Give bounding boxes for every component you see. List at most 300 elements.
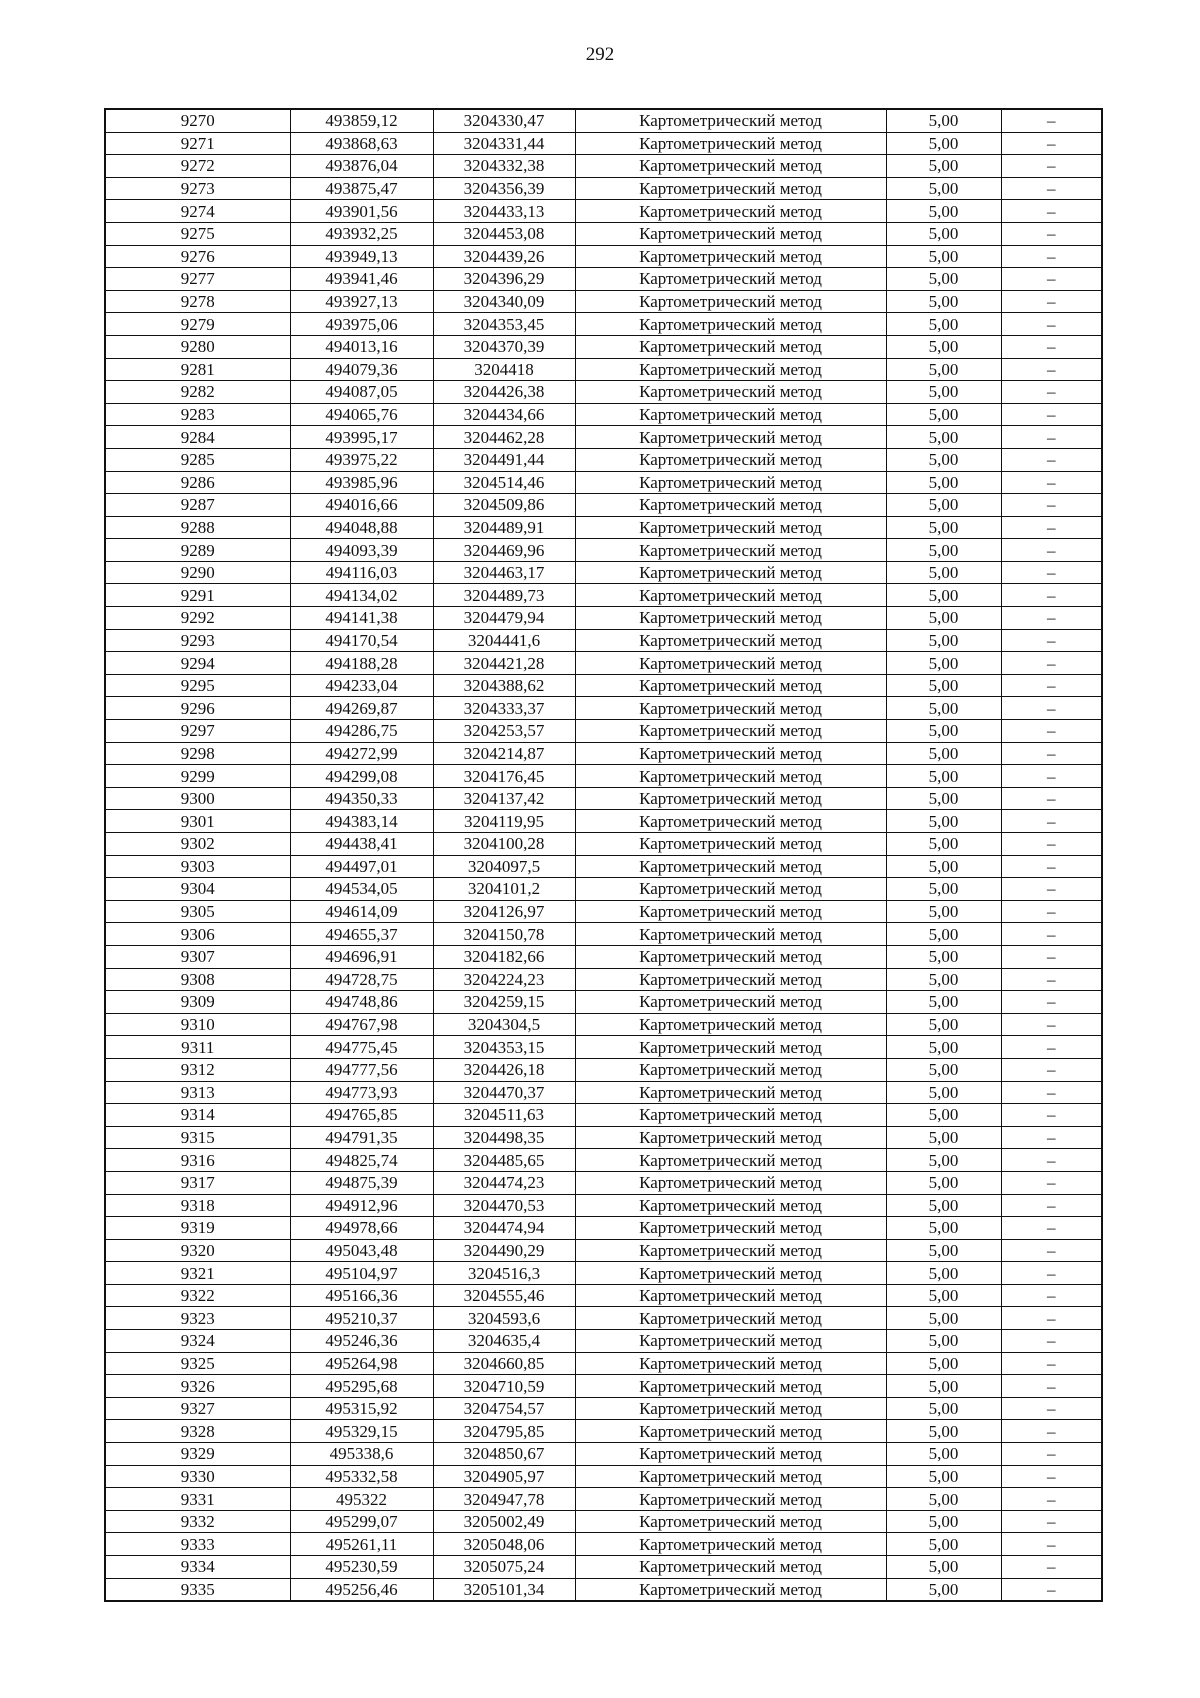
note-cell: – bbox=[1001, 674, 1102, 697]
note-cell: – bbox=[1001, 1217, 1102, 1240]
y-coordinate-cell: 3204479,94 bbox=[433, 607, 575, 630]
point-number-cell: 9274 bbox=[105, 200, 290, 223]
method-cell: Картометрический метод bbox=[575, 1352, 886, 1375]
method-cell: Картометрический метод bbox=[575, 403, 886, 426]
accuracy-cell: 5,00 bbox=[886, 1262, 1001, 1285]
accuracy-cell: 5,00 bbox=[886, 222, 1001, 245]
point-number-cell: 9323 bbox=[105, 1307, 290, 1330]
x-coordinate-cell: 493985,96 bbox=[290, 471, 433, 494]
method-cell: Картометрический метод bbox=[575, 833, 886, 856]
note-cell: – bbox=[1001, 313, 1102, 336]
x-coordinate-cell: 495329,15 bbox=[290, 1420, 433, 1443]
y-coordinate-cell: 3204491,44 bbox=[433, 448, 575, 471]
table-row bbox=[105, 132, 1102, 155]
x-coordinate-cell: 494079,36 bbox=[290, 358, 433, 381]
table-row bbox=[105, 1262, 1102, 1285]
note-cell: – bbox=[1001, 629, 1102, 652]
x-coordinate-cell: 494016,66 bbox=[290, 494, 433, 517]
x-coordinate-cell: 493941,46 bbox=[290, 268, 433, 291]
y-coordinate-cell: 3204470,37 bbox=[433, 1081, 575, 1104]
x-coordinate-cell: 494748,86 bbox=[290, 991, 433, 1014]
x-coordinate-cell: 494116,03 bbox=[290, 561, 433, 584]
table-row bbox=[105, 313, 1102, 336]
page-number: 292 bbox=[585, 44, 615, 65]
accuracy-cell: 5,00 bbox=[886, 1330, 1001, 1353]
note-cell: – bbox=[1001, 968, 1102, 991]
table-row bbox=[105, 1488, 1102, 1511]
point-number-cell: 9307 bbox=[105, 945, 290, 968]
note-cell: – bbox=[1001, 1330, 1102, 1353]
accuracy-cell: 5,00 bbox=[886, 629, 1001, 652]
note-cell: – bbox=[1001, 494, 1102, 517]
point-number-cell: 9278 bbox=[105, 290, 290, 313]
y-coordinate-cell: 3204469,96 bbox=[433, 539, 575, 562]
point-number-cell: 9319 bbox=[105, 1217, 290, 1240]
x-coordinate-cell: 495264,98 bbox=[290, 1352, 433, 1375]
x-coordinate-cell: 495256,46 bbox=[290, 1578, 433, 1601]
x-coordinate-cell: 494383,14 bbox=[290, 810, 433, 833]
note-cell: – bbox=[1001, 561, 1102, 584]
table-row bbox=[105, 1420, 1102, 1443]
table-row bbox=[105, 833, 1102, 856]
table-row bbox=[105, 1149, 1102, 1172]
method-cell: Картометрический метод bbox=[575, 923, 886, 946]
method-cell: Картометрический метод bbox=[575, 313, 886, 336]
method-cell: Картометрический метод bbox=[575, 177, 886, 200]
table-row bbox=[105, 900, 1102, 923]
point-number-cell: 9293 bbox=[105, 629, 290, 652]
point-number-cell: 9322 bbox=[105, 1284, 290, 1307]
point-number-cell: 9286 bbox=[105, 471, 290, 494]
accuracy-cell: 5,00 bbox=[886, 516, 1001, 539]
accuracy-cell: 5,00 bbox=[886, 991, 1001, 1014]
x-coordinate-cell: 494134,02 bbox=[290, 584, 433, 607]
note-cell: – bbox=[1001, 1465, 1102, 1488]
note-cell: – bbox=[1001, 516, 1102, 539]
note-cell: – bbox=[1001, 1126, 1102, 1149]
method-cell: Картометрический метод bbox=[575, 494, 886, 517]
method-cell: Картометрический метод bbox=[575, 335, 886, 358]
y-coordinate-cell: 3205101,34 bbox=[433, 1578, 575, 1601]
point-number-cell: 9332 bbox=[105, 1510, 290, 1533]
x-coordinate-cell: 494065,76 bbox=[290, 403, 433, 426]
y-coordinate-cell: 3204850,67 bbox=[433, 1443, 575, 1466]
method-cell: Картометрический метод bbox=[575, 245, 886, 268]
x-coordinate-cell: 494655,37 bbox=[290, 923, 433, 946]
y-coordinate-cell: 3204304,5 bbox=[433, 1013, 575, 1036]
table-row bbox=[105, 471, 1102, 494]
method-cell: Картометрический метод bbox=[575, 674, 886, 697]
y-coordinate-cell: 3204947,78 bbox=[433, 1488, 575, 1511]
point-number-cell: 9271 bbox=[105, 132, 290, 155]
y-coordinate-cell: 3204396,29 bbox=[433, 268, 575, 291]
point-number-cell: 9299 bbox=[105, 765, 290, 788]
y-coordinate-cell: 3204463,17 bbox=[433, 561, 575, 584]
note-cell: – bbox=[1001, 290, 1102, 313]
x-coordinate-cell: 494728,75 bbox=[290, 968, 433, 991]
accuracy-cell: 5,00 bbox=[886, 923, 1001, 946]
accuracy-cell: 5,00 bbox=[886, 742, 1001, 765]
table-row bbox=[105, 1352, 1102, 1375]
point-number-cell: 9333 bbox=[105, 1533, 290, 1556]
accuracy-cell: 5,00 bbox=[886, 878, 1001, 901]
x-coordinate-cell: 494614,09 bbox=[290, 900, 433, 923]
point-number-cell: 9275 bbox=[105, 222, 290, 245]
method-cell: Картометрический метод bbox=[575, 1171, 886, 1194]
x-coordinate-cell: 493876,04 bbox=[290, 155, 433, 178]
x-coordinate-cell: 495261,11 bbox=[290, 1533, 433, 1556]
y-coordinate-cell: 3204905,97 bbox=[433, 1465, 575, 1488]
y-coordinate-cell: 3204353,15 bbox=[433, 1036, 575, 1059]
point-number-cell: 9276 bbox=[105, 245, 290, 268]
x-coordinate-cell: 494438,41 bbox=[290, 833, 433, 856]
accuracy-cell: 5,00 bbox=[886, 1126, 1001, 1149]
y-coordinate-cell: 3204388,62 bbox=[433, 674, 575, 697]
x-coordinate-cell: 495210,37 bbox=[290, 1307, 433, 1330]
accuracy-cell: 5,00 bbox=[886, 1217, 1001, 1240]
x-coordinate-cell: 493975,22 bbox=[290, 448, 433, 471]
point-number-cell: 9317 bbox=[105, 1171, 290, 1194]
point-number-cell: 9280 bbox=[105, 335, 290, 358]
table-row bbox=[105, 539, 1102, 562]
table-row bbox=[105, 1578, 1102, 1601]
point-number-cell: 9325 bbox=[105, 1352, 290, 1375]
point-number-cell: 9314 bbox=[105, 1104, 290, 1127]
method-cell: Картометрический метод bbox=[575, 1307, 886, 1330]
x-coordinate-cell: 494775,45 bbox=[290, 1036, 433, 1059]
x-coordinate-cell: 493975,06 bbox=[290, 313, 433, 336]
note-cell: – bbox=[1001, 1578, 1102, 1601]
accuracy-cell: 5,00 bbox=[886, 403, 1001, 426]
note-cell: – bbox=[1001, 584, 1102, 607]
point-number-cell: 9321 bbox=[105, 1262, 290, 1285]
point-number-cell: 9316 bbox=[105, 1149, 290, 1172]
y-coordinate-cell: 3204489,73 bbox=[433, 584, 575, 607]
method-cell: Картометрический метод bbox=[575, 855, 886, 878]
accuracy-cell: 5,00 bbox=[886, 968, 1001, 991]
point-number-cell: 9313 bbox=[105, 1081, 290, 1104]
accuracy-cell: 5,00 bbox=[886, 268, 1001, 291]
note-cell: – bbox=[1001, 1556, 1102, 1579]
point-number-cell: 9318 bbox=[105, 1194, 290, 1217]
table-row bbox=[105, 1397, 1102, 1420]
accuracy-cell: 5,00 bbox=[886, 810, 1001, 833]
table-row bbox=[105, 765, 1102, 788]
y-coordinate-cell: 3204097,5 bbox=[433, 855, 575, 878]
note-cell: – bbox=[1001, 810, 1102, 833]
method-cell: Картометрический метод bbox=[575, 787, 886, 810]
y-coordinate-cell: 3204498,35 bbox=[433, 1126, 575, 1149]
table-row bbox=[105, 1171, 1102, 1194]
note-cell: – bbox=[1001, 1262, 1102, 1285]
method-cell: Картометрический метод bbox=[575, 1443, 886, 1466]
table-row bbox=[105, 335, 1102, 358]
point-number-cell: 9273 bbox=[105, 177, 290, 200]
y-coordinate-cell: 3204470,53 bbox=[433, 1194, 575, 1217]
note-cell: – bbox=[1001, 1510, 1102, 1533]
y-coordinate-cell: 3204330,47 bbox=[433, 109, 575, 132]
x-coordinate-cell: 493875,47 bbox=[290, 177, 433, 200]
x-coordinate-cell: 494777,56 bbox=[290, 1058, 433, 1081]
note-cell: – bbox=[1001, 471, 1102, 494]
point-number-cell: 9331 bbox=[105, 1488, 290, 1511]
table-row bbox=[105, 1533, 1102, 1556]
note-cell: – bbox=[1001, 381, 1102, 404]
coordinates-table-body bbox=[105, 109, 1102, 1601]
accuracy-cell: 5,00 bbox=[886, 177, 1001, 200]
table-row bbox=[105, 1465, 1102, 1488]
y-coordinate-cell: 3204182,66 bbox=[433, 945, 575, 968]
y-coordinate-cell: 3204433,13 bbox=[433, 200, 575, 223]
point-number-cell: 9281 bbox=[105, 358, 290, 381]
y-coordinate-cell: 3204710,59 bbox=[433, 1375, 575, 1398]
note-cell: – bbox=[1001, 1036, 1102, 1059]
table-row bbox=[105, 697, 1102, 720]
accuracy-cell: 5,00 bbox=[886, 245, 1001, 268]
table-row bbox=[105, 1058, 1102, 1081]
method-cell: Картометрический метод bbox=[575, 1058, 886, 1081]
table-row bbox=[105, 652, 1102, 675]
x-coordinate-cell: 494272,99 bbox=[290, 742, 433, 765]
method-cell: Картометрический метод bbox=[575, 652, 886, 675]
accuracy-cell: 5,00 bbox=[886, 787, 1001, 810]
x-coordinate-cell: 495322 bbox=[290, 1488, 433, 1511]
method-cell: Картометрический метод bbox=[575, 1104, 886, 1127]
x-coordinate-cell: 494696,91 bbox=[290, 945, 433, 968]
y-coordinate-cell: 3204462,28 bbox=[433, 426, 575, 449]
method-cell: Картометрический метод bbox=[575, 1330, 886, 1353]
point-number-cell: 9300 bbox=[105, 787, 290, 810]
accuracy-cell: 5,00 bbox=[886, 900, 1001, 923]
accuracy-cell: 5,00 bbox=[886, 1081, 1001, 1104]
point-number-cell: 9335 bbox=[105, 1578, 290, 1601]
point-number-cell: 9284 bbox=[105, 426, 290, 449]
method-cell: Картометрический метод bbox=[575, 1126, 886, 1149]
accuracy-cell: 5,00 bbox=[886, 674, 1001, 697]
x-coordinate-cell: 494767,98 bbox=[290, 1013, 433, 1036]
note-cell: – bbox=[1001, 652, 1102, 675]
method-cell: Картометрический метод bbox=[575, 200, 886, 223]
accuracy-cell: 5,00 bbox=[886, 1578, 1001, 1601]
method-cell: Картометрический метод bbox=[575, 1533, 886, 1556]
point-number-cell: 9292 bbox=[105, 607, 290, 630]
y-coordinate-cell: 3204426,38 bbox=[433, 381, 575, 404]
table-row bbox=[105, 381, 1102, 404]
accuracy-cell: 5,00 bbox=[886, 1533, 1001, 1556]
y-coordinate-cell: 3204474,23 bbox=[433, 1171, 575, 1194]
x-coordinate-cell: 494534,05 bbox=[290, 878, 433, 901]
x-coordinate-cell: 494093,39 bbox=[290, 539, 433, 562]
table-row bbox=[105, 991, 1102, 1014]
accuracy-cell: 5,00 bbox=[886, 1420, 1001, 1443]
accuracy-cell: 5,00 bbox=[886, 1058, 1001, 1081]
x-coordinate-cell: 494497,01 bbox=[290, 855, 433, 878]
accuracy-cell: 5,00 bbox=[886, 1443, 1001, 1466]
accuracy-cell: 5,00 bbox=[886, 652, 1001, 675]
table-row bbox=[105, 1217, 1102, 1240]
point-number-cell: 9272 bbox=[105, 155, 290, 178]
accuracy-cell: 5,00 bbox=[886, 1510, 1001, 1533]
point-number-cell: 9283 bbox=[105, 403, 290, 426]
y-coordinate-cell: 3204474,94 bbox=[433, 1217, 575, 1240]
note-cell: – bbox=[1001, 607, 1102, 630]
accuracy-cell: 5,00 bbox=[886, 494, 1001, 517]
note-cell: – bbox=[1001, 1284, 1102, 1307]
note-cell: – bbox=[1001, 833, 1102, 856]
x-coordinate-cell: 493927,13 bbox=[290, 290, 433, 313]
point-number-cell: 9303 bbox=[105, 855, 290, 878]
table-row bbox=[105, 674, 1102, 697]
y-coordinate-cell: 3204485,65 bbox=[433, 1149, 575, 1172]
point-number-cell: 9294 bbox=[105, 652, 290, 675]
table-row bbox=[105, 1126, 1102, 1149]
method-cell: Картометрический метод bbox=[575, 584, 886, 607]
y-coordinate-cell: 3204635,4 bbox=[433, 1330, 575, 1353]
table-row bbox=[105, 1307, 1102, 1330]
note-cell: – bbox=[1001, 1533, 1102, 1556]
x-coordinate-cell: 494048,88 bbox=[290, 516, 433, 539]
method-cell: Картометрический метод bbox=[575, 109, 886, 132]
point-number-cell: 9330 bbox=[105, 1465, 290, 1488]
note-cell: – bbox=[1001, 132, 1102, 155]
method-cell: Картометрический метод bbox=[575, 132, 886, 155]
accuracy-cell: 5,00 bbox=[886, 1488, 1001, 1511]
y-coordinate-cell: 3204340,09 bbox=[433, 290, 575, 313]
y-coordinate-cell: 3204490,29 bbox=[433, 1239, 575, 1262]
method-cell: Картометрический метод bbox=[575, 381, 886, 404]
y-coordinate-cell: 3204331,44 bbox=[433, 132, 575, 155]
note-cell: – bbox=[1001, 1397, 1102, 1420]
table-row bbox=[105, 1239, 1102, 1262]
method-cell: Картометрический метод bbox=[575, 358, 886, 381]
table-row bbox=[105, 607, 1102, 630]
note-cell: – bbox=[1001, 991, 1102, 1014]
y-coordinate-cell: 3204353,45 bbox=[433, 313, 575, 336]
coordinates-table bbox=[104, 108, 1103, 1602]
method-cell: Картометрический метод bbox=[575, 426, 886, 449]
method-cell: Картометрический метод bbox=[575, 1239, 886, 1262]
method-cell: Картометрический метод bbox=[575, 1149, 886, 1172]
accuracy-cell: 5,00 bbox=[886, 471, 1001, 494]
table-row bbox=[105, 787, 1102, 810]
table-row bbox=[105, 720, 1102, 743]
note-cell: – bbox=[1001, 539, 1102, 562]
note-cell: – bbox=[1001, 1443, 1102, 1466]
y-coordinate-cell: 3204370,39 bbox=[433, 335, 575, 358]
point-number-cell: 9306 bbox=[105, 923, 290, 946]
accuracy-cell: 5,00 bbox=[886, 1556, 1001, 1579]
accuracy-cell: 5,00 bbox=[886, 109, 1001, 132]
y-coordinate-cell: 3204511,63 bbox=[433, 1104, 575, 1127]
x-coordinate-cell: 493995,17 bbox=[290, 426, 433, 449]
accuracy-cell: 5,00 bbox=[886, 1375, 1001, 1398]
method-cell: Картометрический метод bbox=[575, 810, 886, 833]
x-coordinate-cell: 495043,48 bbox=[290, 1239, 433, 1262]
y-coordinate-cell: 3204176,45 bbox=[433, 765, 575, 788]
note-cell: – bbox=[1001, 1058, 1102, 1081]
accuracy-cell: 5,00 bbox=[886, 313, 1001, 336]
x-coordinate-cell: 495332,58 bbox=[290, 1465, 433, 1488]
note-cell: – bbox=[1001, 697, 1102, 720]
accuracy-cell: 5,00 bbox=[886, 584, 1001, 607]
table-row bbox=[105, 1036, 1102, 1059]
method-cell: Картометрический метод bbox=[575, 629, 886, 652]
accuracy-cell: 5,00 bbox=[886, 200, 1001, 223]
method-cell: Картометрический метод bbox=[575, 1465, 886, 1488]
point-number-cell: 9320 bbox=[105, 1239, 290, 1262]
y-coordinate-cell: 3205075,24 bbox=[433, 1556, 575, 1579]
method-cell: Картометрический метод bbox=[575, 765, 886, 788]
y-coordinate-cell: 3204795,85 bbox=[433, 1420, 575, 1443]
point-number-cell: 9285 bbox=[105, 448, 290, 471]
accuracy-cell: 5,00 bbox=[886, 1104, 1001, 1127]
accuracy-cell: 5,00 bbox=[886, 358, 1001, 381]
method-cell: Картометрический метод bbox=[575, 991, 886, 1014]
x-coordinate-cell: 494269,87 bbox=[290, 697, 433, 720]
table-row bbox=[105, 155, 1102, 178]
method-cell: Картометрический метод bbox=[575, 607, 886, 630]
accuracy-cell: 5,00 bbox=[886, 335, 1001, 358]
table-row bbox=[105, 1284, 1102, 1307]
method-cell: Картометрический метод bbox=[575, 1194, 886, 1217]
accuracy-cell: 5,00 bbox=[886, 1352, 1001, 1375]
note-cell: – bbox=[1001, 245, 1102, 268]
accuracy-cell: 5,00 bbox=[886, 561, 1001, 584]
x-coordinate-cell: 494170,54 bbox=[290, 629, 433, 652]
table-row bbox=[105, 177, 1102, 200]
table-row bbox=[105, 1330, 1102, 1353]
y-coordinate-cell: 3204333,37 bbox=[433, 697, 575, 720]
method-cell: Картометрический метод bbox=[575, 1262, 886, 1285]
accuracy-cell: 5,00 bbox=[886, 855, 1001, 878]
note-cell: – bbox=[1001, 1375, 1102, 1398]
point-number-cell: 9290 bbox=[105, 561, 290, 584]
note-cell: – bbox=[1001, 945, 1102, 968]
x-coordinate-cell: 495338,6 bbox=[290, 1443, 433, 1466]
method-cell: Картометрический метод bbox=[575, 720, 886, 743]
accuracy-cell: 5,00 bbox=[886, 1307, 1001, 1330]
point-number-cell: 9305 bbox=[105, 900, 290, 923]
y-coordinate-cell: 3204593,6 bbox=[433, 1307, 575, 1330]
point-number-cell: 9326 bbox=[105, 1375, 290, 1398]
x-coordinate-cell: 493901,56 bbox=[290, 200, 433, 223]
table-row bbox=[105, 268, 1102, 291]
table-row bbox=[105, 494, 1102, 517]
point-number-cell: 9287 bbox=[105, 494, 290, 517]
point-number-cell: 9288 bbox=[105, 516, 290, 539]
table-row bbox=[105, 1510, 1102, 1533]
y-coordinate-cell: 3204509,86 bbox=[433, 494, 575, 517]
method-cell: Картометрический метод bbox=[575, 945, 886, 968]
method-cell: Картометрический метод bbox=[575, 1556, 886, 1579]
table-row bbox=[105, 584, 1102, 607]
accuracy-cell: 5,00 bbox=[886, 381, 1001, 404]
point-number-cell: 9277 bbox=[105, 268, 290, 291]
y-coordinate-cell: 3204101,2 bbox=[433, 878, 575, 901]
method-cell: Картометрический метод bbox=[575, 697, 886, 720]
table-row bbox=[105, 878, 1102, 901]
table-row bbox=[105, 968, 1102, 991]
table-row bbox=[105, 855, 1102, 878]
y-coordinate-cell: 3204224,23 bbox=[433, 968, 575, 991]
x-coordinate-cell: 494875,39 bbox=[290, 1171, 433, 1194]
point-number-cell: 9279 bbox=[105, 313, 290, 336]
note-cell: – bbox=[1001, 1307, 1102, 1330]
method-cell: Картометрический метод bbox=[575, 1375, 886, 1398]
table-row bbox=[105, 629, 1102, 652]
table-row bbox=[105, 742, 1102, 765]
note-cell: – bbox=[1001, 1488, 1102, 1511]
